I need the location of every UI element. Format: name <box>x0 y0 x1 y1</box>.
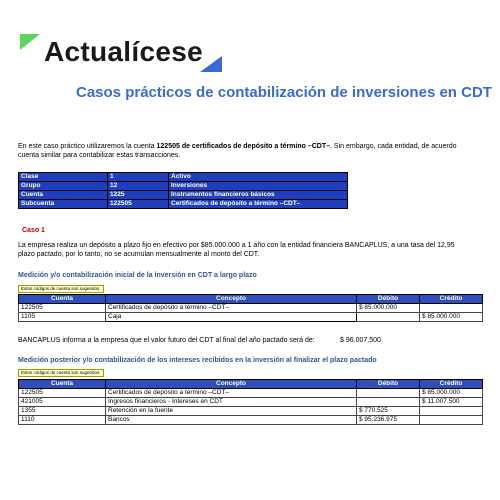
table-row <box>19 191 348 200</box>
table-row <box>19 200 348 209</box>
col-header-credit: Crédito <box>420 295 483 304</box>
class-code: 12 <box>108 182 169 191</box>
intro-line-2: cuenta similar para contabilizar estas transacciones. <box>18 152 181 159</box>
table-header-row <box>19 380 483 389</box>
table-row <box>19 304 483 313</box>
classification-table <box>18 172 348 209</box>
cell-credit <box>420 416 483 425</box>
class-name: Inversiones <box>169 182 348 191</box>
cell-concept: Bancos <box>106 416 357 425</box>
cell-account: 1110 <box>19 416 106 425</box>
col-header-account: Cuenta <box>19 295 106 304</box>
logo-mark-top <box>20 34 40 50</box>
table-row <box>19 173 348 182</box>
cell-debit <box>357 313 420 322</box>
table-row <box>19 398 483 407</box>
class-name: Certificados de depósito a término –CDT– <box>169 200 348 209</box>
class-label: Grupo <box>19 182 108 191</box>
cell-account: 122505 <box>19 389 106 398</box>
table-header-row <box>19 295 483 304</box>
cell-credit <box>420 407 483 416</box>
ledger-table-initial <box>18 294 483 322</box>
cell-concept: Ingresos financieros - Intereses en CDT <box>106 398 357 407</box>
cell-account: 1105 <box>19 313 106 322</box>
table-row <box>19 416 483 425</box>
table-row <box>19 389 483 398</box>
cell-debit <box>357 398 420 407</box>
intro-account: 122505 de certificados de depósito a término –CDT– <box>156 143 331 150</box>
cell-debit <box>357 389 420 398</box>
col-header-debit: Débito <box>357 295 420 304</box>
cell-debit: $ 770.525 <box>357 407 420 416</box>
table-row <box>19 407 483 416</box>
cell-credit: $ 85.000.000 <box>420 389 483 398</box>
class-label: Subcuenta <box>19 200 108 209</box>
section-2-title: Medición posterior y/o contabilización de los intereses recibidos en la inversión al finalizar el plazo pactado <box>18 357 377 364</box>
class-name: Activo <box>169 173 348 182</box>
cell-credit <box>420 304 483 313</box>
future-value-text: BANCAPLUS informa a la empresa que el valor futuro del CDT al final del año pactado será de: <box>18 337 315 344</box>
class-label: Cuenta <box>19 191 108 200</box>
cell-credit: $ 11.007.500 <box>420 398 483 407</box>
cell-account: 421005 <box>19 398 106 407</box>
logo-mark-bottom <box>200 56 222 72</box>
class-code: 122505 <box>108 200 169 209</box>
intro-text: En este caso práctico utilizaremos la cuenta <box>18 143 157 150</box>
table-row <box>19 313 483 322</box>
section-1-note: Estos códigos de cuenta son sugeridos. <box>18 285 104 293</box>
cell-concept: Certificados de depósito a término –CDT– <box>106 304 357 313</box>
cell-debit: $ 95.236.975 <box>357 416 420 425</box>
cell-account: 1355 <box>19 407 106 416</box>
col-header-concept: Concepto <box>106 380 357 389</box>
case-label: Caso 1 <box>22 227 45 234</box>
cell-credit: $ 85.000.000 <box>420 313 483 322</box>
cell-concept: Retención en la fuente <box>106 407 357 416</box>
ledger-table-interest <box>18 379 483 425</box>
class-name: Instrumentos financieros básicos <box>169 191 348 200</box>
cell-account: 122505 <box>19 304 106 313</box>
cell-concept: Caja <box>106 313 357 322</box>
intro-text-tail: . Sin embargo, cada entidad, de acuerdo <box>330 143 457 150</box>
cell-concept: Certificados de depósito a término –CDT– <box>106 389 357 398</box>
table-row <box>19 182 348 191</box>
case-text-line-2: plazo pactado, por lo tanto, no se acumulan mensualmente al monto del CDT. <box>18 251 260 258</box>
cell-debit: $ 85.000.000 <box>357 304 420 313</box>
col-header-concept: Concepto <box>106 295 357 304</box>
page-title: Casos prácticos de contabilización de inversiones en CDT <box>76 84 492 101</box>
class-code: 1225 <box>108 191 169 200</box>
intro-line-1 <box>18 142 457 151</box>
section-1-title: Medición y/o contabilización inicial de la inversión en CDT a largo plazo <box>18 272 257 279</box>
col-header-account: Cuenta <box>19 380 106 389</box>
section-2-note: Estos códigos de cuenta son sugeridos. <box>18 369 104 377</box>
future-value-amount: $ 96.007.500 <box>340 337 381 344</box>
col-header-credit: Crédito <box>420 380 483 389</box>
class-code: 1 <box>108 173 169 182</box>
class-label: Clase <box>19 173 108 182</box>
col-header-debit: Débito <box>357 380 420 389</box>
logo-text: Actualícese <box>44 36 203 67</box>
case-text-line-1: La empresa realiza un depósito a plazo fijo en efectivo por $85.000.000 a 1 año con la entidad financiera BANCAPLUS, a una tasa del 12,95 <box>18 242 455 249</box>
